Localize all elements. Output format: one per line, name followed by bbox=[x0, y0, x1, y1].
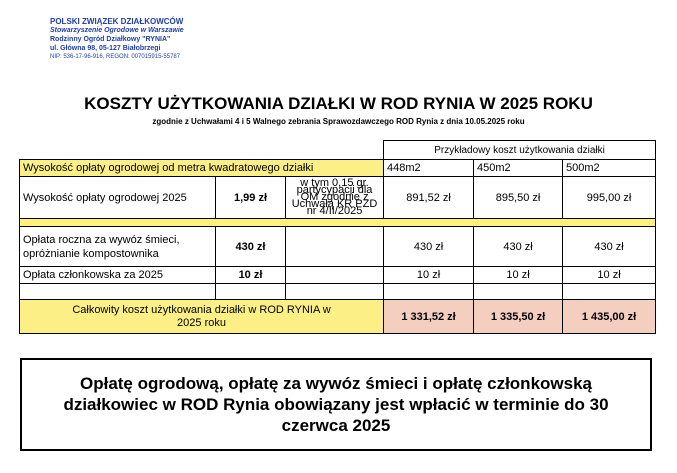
plot-size-500: 500m2 bbox=[563, 160, 656, 177]
row-rate: 10 zł bbox=[216, 267, 286, 284]
rate-label: Wysokość opłaty ogrodowej od metra kwadratowego działki bbox=[20, 160, 384, 177]
stamp-line-5: NIP: 536-17-96-916, REGON: 007015915-55787 bbox=[50, 54, 181, 60]
association-stamp bbox=[50, 17, 200, 62]
rate-row bbox=[20, 160, 656, 177]
row-rate: 430 zł bbox=[216, 227, 286, 267]
row-label: Opłata członkowska za 2025 bbox=[20, 267, 216, 284]
example-cost-header: Przykładowy koszt użytkowania działki bbox=[384, 141, 656, 160]
table-row bbox=[20, 267, 656, 284]
payment-notice bbox=[20, 358, 652, 451]
total-row bbox=[20, 300, 656, 334]
stamp-line-3: Rodzinny Ogród Działkowy "RYNIA" bbox=[50, 36, 171, 43]
table-header-row bbox=[20, 141, 656, 160]
row-value: 10 zł bbox=[474, 267, 563, 284]
row-value: 895,50 zł bbox=[474, 177, 563, 219]
empty-row bbox=[20, 284, 656, 300]
total-value: 1 331,52 zł bbox=[384, 300, 474, 334]
row-value: 10 zł bbox=[384, 267, 474, 284]
document-title: KOSZTY UŻYTKOWANIA DZIAŁKI W ROD RYNIA W 2025 ROKU bbox=[84, 94, 593, 113]
payment-notice-text: Opłatę ogrodową, opłatę za wywóz śmieci i opłatę członkowską działkowiec w ROD Rynia obowiązany jest wpłacić w terminie do 30 czerwca 2025 bbox=[63, 374, 609, 435]
total-value: 1 335,50 zł bbox=[474, 300, 563, 334]
row-note bbox=[286, 227, 384, 267]
row-note bbox=[286, 267, 384, 284]
plot-size-450: 450m2 bbox=[474, 160, 563, 177]
row-value: 995,00 zł bbox=[563, 177, 656, 219]
plot-size-448: 448m2 bbox=[384, 160, 474, 177]
table-row bbox=[20, 177, 656, 219]
stamp-line-2: Stowarzyszenie Ogrodowe w Warszawie bbox=[50, 27, 184, 34]
row-value: 430 zł bbox=[474, 227, 563, 267]
total-label: Całkowity koszt użytkowania działki w ROD RYNIA w 2025 roku bbox=[20, 300, 384, 334]
table-row bbox=[20, 227, 656, 267]
row-label: Opłata roczna za wywóz śmieci, opróżnianie kompostownika bbox=[20, 227, 216, 267]
total-value: 1 435,00 zł bbox=[563, 300, 656, 334]
document-subtitle: zgodnie z Uchwałami 4 i 5 Walnego zebrania Sprawozdawczego ROD Rynia z dnia 10.05.2025 roku bbox=[152, 117, 525, 126]
cost-table bbox=[19, 140, 656, 334]
row-note: w tym 0,15 gr. partycypacji dla OM zgodnie z Uchwałą KR PZD nr 4/II/2025 bbox=[286, 177, 384, 219]
row-value: 430 zł bbox=[384, 227, 474, 267]
row-label: Wysokość opłaty ogrodowej 2025 bbox=[20, 177, 216, 219]
row-rate: 1,99 zł bbox=[216, 177, 286, 219]
row-value: 430 zł bbox=[563, 227, 656, 267]
row-value: 891,52 zł bbox=[384, 177, 474, 219]
separator-row bbox=[20, 219, 656, 227]
stamp-line-4: ul. Główna 98, 05-127 Białobrzegi bbox=[50, 45, 161, 52]
stamp-line-1: POLSKI ZWIĄZEK DZIAŁKOWCÓW bbox=[50, 17, 184, 26]
row-value: 10 zł bbox=[563, 267, 656, 284]
